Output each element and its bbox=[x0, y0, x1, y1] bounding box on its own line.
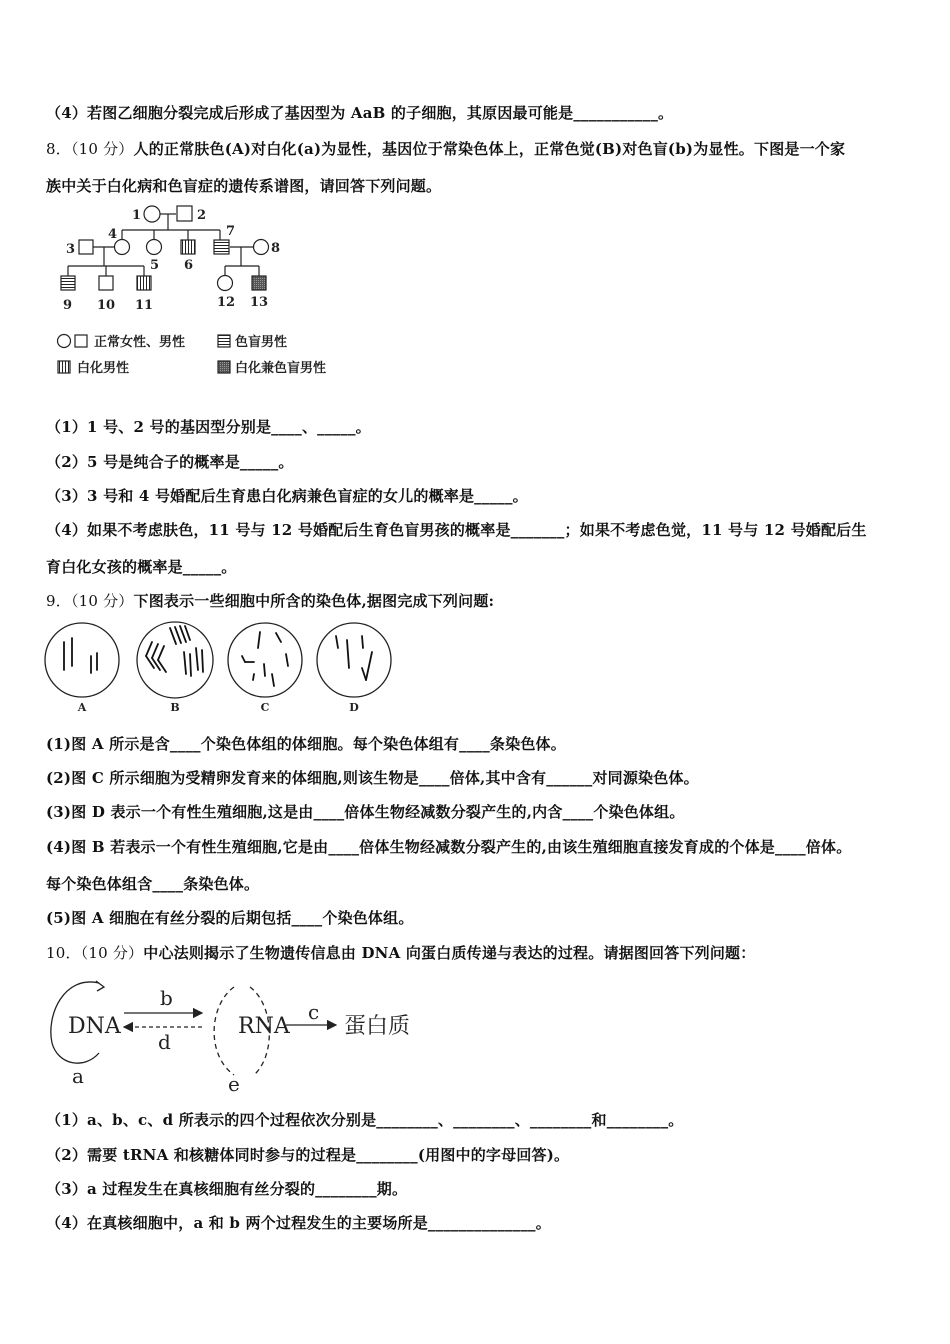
legend-colorblind-icon bbox=[218, 335, 230, 347]
ped-label-4: 4 bbox=[108, 227, 118, 242]
cell-d bbox=[317, 623, 391, 697]
ped-label-7: 7 bbox=[226, 224, 236, 239]
q9-part1: (1)图 A 所示是含____个染色体组的体细胞。每个染色体组有____条染色体。 bbox=[46, 735, 566, 753]
dogma-label-b: b bbox=[160, 986, 173, 1010]
ped-individual-2 bbox=[177, 206, 192, 221]
cell-label-a: A bbox=[77, 701, 87, 714]
legend-albino-icon bbox=[58, 361, 70, 373]
q10-heading bbox=[46, 942, 755, 963]
q8-number: 8．（10 分） bbox=[46, 140, 134, 158]
ped-label-13: 13 bbox=[250, 295, 269, 310]
dogma-label-a: a bbox=[72, 1064, 84, 1088]
q10-number: 10．（10 分） bbox=[46, 944, 144, 962]
ped-label-2: 2 bbox=[197, 208, 207, 223]
q10-part4: （4）在真核细胞中，a 和 b 两个过程发生的主要场所是______________。 bbox=[46, 1214, 551, 1232]
q8-part2: （2）5 号是纯合子的概率是_____。 bbox=[46, 453, 294, 471]
cell-label-d: D bbox=[349, 701, 359, 714]
q8-stem: 人的正常肤色(A)对白化(a)为显性，基因位于常染色体上，正常色觉(B)对色盲(b)为显性。下图是一个家 bbox=[133, 140, 846, 158]
ped-label-3: 3 bbox=[66, 242, 76, 257]
ped-individual-9 bbox=[61, 276, 75, 290]
dogma-rna: RNA bbox=[238, 1014, 290, 1039]
q9-part4: (4)图 B 若表示一个有性生殖细胞,它是由____倍体生物经减数分裂产生的,由该生殖细胞直接发育成的个体是____倍体。 bbox=[46, 838, 852, 856]
q10-part3: （3）a 过程发生在真核细胞有丝分裂的________期。 bbox=[46, 1180, 408, 1198]
legend-normal-label: 正常女性、男性 bbox=[94, 335, 186, 350]
cell-c bbox=[228, 623, 302, 697]
q7-part4: （4）若图乙细胞分裂完成后形成了基因型为 AaB 的子细胞，其原因最可能是___________。 bbox=[46, 104, 674, 122]
ped-individual-13 bbox=[252, 276, 266, 290]
ped-label-1: 1 bbox=[132, 208, 142, 223]
ped-label-6: 6 bbox=[184, 258, 194, 273]
legend-both-label: 白化兼色盲男性 bbox=[235, 361, 327, 376]
q9-part4-cont: 每个染色体组含____条染色体。 bbox=[46, 875, 260, 893]
q8-part1: （1）1 号、2 号的基因型分别是____、_____。 bbox=[46, 418, 371, 436]
dogma-protein: 蛋白质 bbox=[344, 1014, 411, 1039]
replication-arrowhead-icon bbox=[96, 981, 104, 991]
q8-part4: （4）如果不考虑肤色，11 号与 12 号婚配后生育色盲男孩的概率是_______；如果不考虑色觉，11 号与 12 号婚配后生 bbox=[46, 521, 867, 539]
ped-individual-1 bbox=[144, 206, 160, 222]
cell-a bbox=[45, 623, 119, 697]
q10-part1: （1）a、b、c、d 所表示的四个过程依次分别是________、________、________和________。 bbox=[46, 1111, 684, 1129]
ped-individual-11 bbox=[137, 276, 151, 290]
q9-stem: 下图表示一些细胞中所含的染色体,据图完成下列问题: bbox=[133, 592, 495, 610]
ped-individual-12 bbox=[218, 276, 233, 291]
q8-part4-cont: 育白化女孩的概率是_____。 bbox=[46, 558, 237, 576]
q8-part3: （3）3 号和 4 号婚配后生育患白化病兼色盲症的女儿的概率是_____。 bbox=[46, 487, 528, 505]
dogma-dna: DNA bbox=[68, 1014, 121, 1039]
cell-label-b: B bbox=[170, 701, 180, 714]
pedigree-diagram bbox=[50, 200, 360, 380]
ped-individual-6 bbox=[181, 240, 195, 254]
ped-individual-7 bbox=[214, 240, 229, 254]
ped-individual-8 bbox=[254, 240, 269, 255]
legend-colorblind-label: 色盲男性 bbox=[235, 335, 288, 350]
ped-label-10: 10 bbox=[97, 298, 116, 313]
dogma-label-e: e bbox=[228, 1072, 240, 1093]
ped-individual-10 bbox=[99, 276, 113, 290]
legend-albino-label: 白化男性 bbox=[77, 361, 130, 376]
q10-part2: （2）需要 tRNA 和核糖体同时参与的过程是________(用图中的字母回答)。 bbox=[46, 1146, 570, 1164]
legend-female-normal-icon bbox=[58, 335, 71, 348]
q8-heading-cont: 族中关于白化病和色盲症的遗传系谱图，请回答下列问题。 bbox=[46, 177, 442, 195]
legend-male-normal-icon bbox=[75, 335, 87, 347]
chromosome-cells-figure bbox=[42, 618, 402, 718]
q9-part3: (3)图 D 表示一个有性生殖细胞,这是由____倍体生物经减数分裂产生的,内含____个染色体组。 bbox=[46, 803, 685, 821]
ped-label-8: 8 bbox=[271, 241, 281, 256]
q9-number: 9．（10 分） bbox=[46, 592, 134, 610]
ped-label-11: 11 bbox=[135, 298, 154, 313]
q9-part5: (5)图 A 细胞在有丝分裂的后期包括____个染色体组。 bbox=[46, 909, 414, 927]
q8-heading bbox=[46, 138, 845, 159]
legend-both-icon bbox=[218, 361, 230, 373]
cell-label-c: C bbox=[260, 701, 270, 714]
ped-individual-3 bbox=[79, 240, 93, 254]
dogma-label-c: c bbox=[308, 1000, 320, 1024]
ped-label-9: 9 bbox=[63, 298, 73, 313]
q10-stem: 中心法则揭示了生物遗传信息由 DNA 向蛋白质传递与表达的过程。请据图回答下列问题： bbox=[143, 944, 756, 962]
central-dogma-diagram bbox=[44, 975, 444, 1093]
q9-heading bbox=[46, 590, 494, 611]
q9-part2: (2)图 C 所示细胞为受精卵发育来的体细胞,则该生物是____倍体,其中含有______对同源染色体。 bbox=[46, 769, 699, 787]
ped-label-12: 12 bbox=[217, 295, 236, 310]
dogma-label-d: d bbox=[158, 1030, 171, 1054]
ped-individual-5 bbox=[147, 240, 162, 255]
ped-label-5: 5 bbox=[150, 258, 160, 273]
